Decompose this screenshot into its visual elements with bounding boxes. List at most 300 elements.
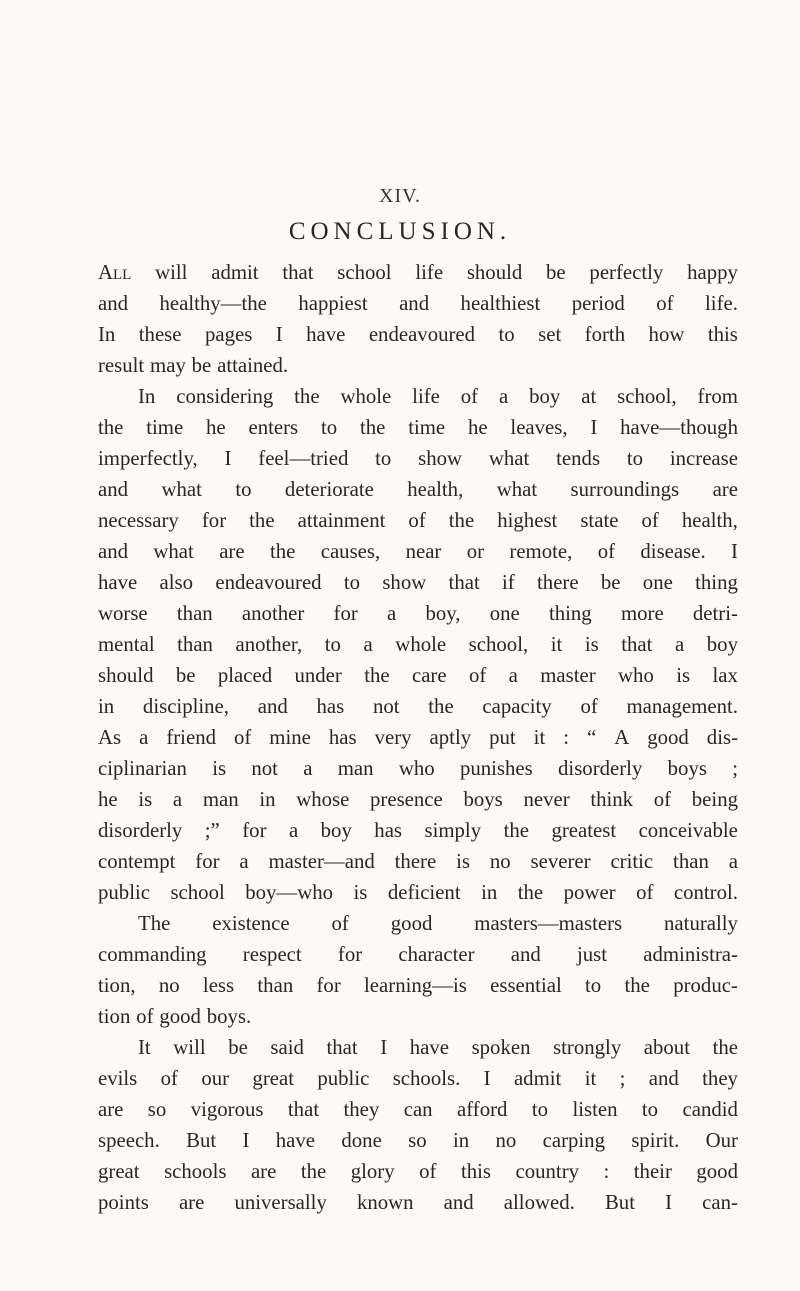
word: are <box>178 1191 205 1214</box>
word: time <box>408 416 446 439</box>
chapter-number: XIV. <box>379 185 421 207</box>
word: he <box>206 416 226 439</box>
word: also <box>159 571 194 594</box>
word: considering <box>176 385 274 408</box>
word: and <box>648 1067 679 1090</box>
word: have <box>98 571 138 594</box>
word: is <box>584 633 599 656</box>
text-line <box>98 474 738 505</box>
word: are <box>250 1160 277 1183</box>
word: show <box>418 447 463 470</box>
word: has <box>328 726 357 749</box>
text-line <box>98 908 738 939</box>
word: for <box>316 974 341 997</box>
word: than <box>177 633 213 656</box>
text-line <box>98 443 738 474</box>
word: worse <box>98 602 148 625</box>
word: of <box>460 385 479 408</box>
word: the <box>269 540 296 563</box>
word: they <box>702 1067 738 1090</box>
word: master—and <box>268 850 375 873</box>
word: thing <box>695 571 738 594</box>
word: endeavoured <box>368 323 476 346</box>
word: discipline, <box>142 695 229 718</box>
text-line <box>98 350 738 381</box>
text-line <box>98 536 738 567</box>
word: will <box>173 1036 206 1059</box>
word: whole <box>340 385 392 408</box>
word: the <box>448 509 475 532</box>
word: schools <box>164 1160 227 1183</box>
word: perfectly <box>589 261 664 284</box>
word: remote, <box>509 540 573 563</box>
word: dis- <box>706 726 738 749</box>
word: done <box>341 1129 382 1152</box>
word: I <box>483 1067 491 1090</box>
word: have <box>409 1036 449 1059</box>
word: it <box>550 633 563 656</box>
word: may <box>150 354 186 377</box>
word: than <box>673 850 709 873</box>
word: But <box>186 1129 217 1152</box>
word: less <box>202 974 235 997</box>
word: of <box>419 1160 437 1183</box>
word: under <box>294 664 342 687</box>
word: for <box>337 943 363 966</box>
word: country <box>515 1160 580 1183</box>
word: school, <box>468 633 529 656</box>
word: of <box>580 695 598 718</box>
word: respect <box>242 943 302 966</box>
text-line <box>98 753 738 784</box>
word: the <box>624 974 650 997</box>
word: capacity <box>482 695 552 718</box>
word: Our <box>705 1129 738 1152</box>
word: placed <box>217 664 273 687</box>
word: management. <box>626 695 738 718</box>
word: a <box>288 819 299 842</box>
word: attained. <box>217 354 289 377</box>
word: disorderly <box>558 757 643 780</box>
word: think <box>590 788 634 811</box>
word: he <box>467 416 488 439</box>
word: just <box>576 943 608 966</box>
word: are <box>712 478 738 501</box>
word: and <box>98 478 129 501</box>
word: and <box>98 292 129 315</box>
word: But <box>604 1191 635 1214</box>
word: simply <box>424 819 482 842</box>
word: life. <box>705 292 738 315</box>
chapter-title: CONCLUSION. <box>288 218 512 245</box>
word: administra- <box>643 943 738 966</box>
word: period <box>571 292 625 315</box>
word: afford <box>457 1098 508 1121</box>
word: than <box>257 974 294 997</box>
word: detri- <box>692 602 738 625</box>
word: health, <box>681 509 738 532</box>
word: another, <box>235 633 303 656</box>
word: about <box>643 1036 690 1059</box>
word: have—though <box>620 416 738 439</box>
word: is <box>456 850 470 873</box>
word: great <box>98 1160 140 1183</box>
word: what <box>496 478 538 501</box>
word: the <box>98 416 124 439</box>
word: boy <box>529 385 561 408</box>
word: good <box>647 726 689 749</box>
word: a <box>499 385 509 408</box>
word: schools. <box>392 1067 461 1090</box>
word: near <box>405 540 442 563</box>
word: control. <box>673 881 738 904</box>
word: I <box>275 323 283 346</box>
word: to <box>626 447 644 470</box>
word: surroundings <box>570 478 680 501</box>
word: I <box>590 416 598 439</box>
word: life <box>412 385 440 408</box>
word: produc- <box>673 974 738 997</box>
word: I <box>380 1036 388 1059</box>
word: this <box>460 1160 491 1183</box>
word: conceivable <box>638 819 738 842</box>
word: no <box>489 850 511 873</box>
word: a <box>728 850 738 873</box>
word: In <box>98 323 116 346</box>
word: speech. <box>98 1129 160 1152</box>
word: so <box>147 1098 167 1121</box>
word: their <box>633 1160 672 1183</box>
word: a <box>674 633 685 656</box>
word: how <box>648 323 685 346</box>
word: set <box>538 323 562 346</box>
text-line <box>98 1125 738 1156</box>
word: the <box>294 385 320 408</box>
word: highest <box>497 509 558 532</box>
word: no <box>495 1129 517 1152</box>
word: public <box>317 1067 370 1090</box>
word: is <box>212 757 227 780</box>
word: strongly <box>553 1036 622 1059</box>
word: to <box>498 323 515 346</box>
word: should <box>466 261 523 284</box>
word: tion <box>98 1005 131 1028</box>
word: will <box>155 261 188 284</box>
word: endeavoured <box>215 571 322 594</box>
word: one <box>489 602 520 625</box>
word: never <box>523 788 570 811</box>
word: for <box>195 850 220 873</box>
word: the <box>517 881 544 904</box>
word: result <box>98 354 145 377</box>
word: who <box>618 664 654 687</box>
word: vigorous <box>190 1098 264 1121</box>
word: of <box>233 726 252 749</box>
word: the <box>300 1160 327 1183</box>
word: of <box>653 788 672 811</box>
word: evils <box>98 1067 138 1090</box>
word: necessary <box>98 509 179 532</box>
word: for <box>201 509 227 532</box>
word: In <box>138 385 156 408</box>
word: a <box>363 633 373 656</box>
word: man <box>202 788 239 811</box>
word: of <box>160 1067 178 1090</box>
word: a <box>139 726 149 749</box>
word: show <box>382 571 427 594</box>
text-line <box>98 381 738 412</box>
word: A <box>614 726 630 749</box>
word: in <box>452 1129 470 1152</box>
word: learning—is <box>364 974 467 997</box>
text-line <box>98 257 738 288</box>
word: deteriorate <box>284 478 374 501</box>
word: commanding <box>98 943 207 966</box>
word: power <box>563 881 616 904</box>
word: tion, <box>98 974 136 997</box>
word: glory <box>350 1160 395 1183</box>
word: a <box>239 850 249 873</box>
word: : <box>603 1160 610 1183</box>
word: of <box>656 292 674 315</box>
word: All <box>98 261 132 284</box>
word: leaves, <box>510 416 568 439</box>
word: : <box>563 726 569 749</box>
word: that <box>282 261 314 284</box>
word: whose <box>296 788 350 811</box>
word: in <box>259 788 276 811</box>
word: I <box>731 540 738 563</box>
word: aptly <box>429 726 472 749</box>
word: the <box>428 695 454 718</box>
word: happy <box>687 261 738 284</box>
text-line <box>98 939 738 970</box>
word: admit <box>513 1067 562 1090</box>
word: of <box>136 1005 154 1028</box>
word: critic <box>610 850 654 873</box>
word: ; <box>732 757 738 780</box>
word: our <box>201 1067 230 1090</box>
word: has <box>316 695 345 718</box>
word: so <box>408 1129 427 1152</box>
word: whole <box>395 633 447 656</box>
word: of <box>331 912 349 935</box>
word: universally <box>234 1191 327 1214</box>
word: the <box>712 1036 738 1059</box>
word: allowed. <box>503 1191 575 1214</box>
word: disease. <box>640 540 706 563</box>
word: who <box>398 757 435 780</box>
word: these <box>138 323 182 346</box>
word: I <box>224 447 232 470</box>
word: thing <box>548 602 592 625</box>
word: of <box>597 540 616 563</box>
word: boys <box>667 757 707 780</box>
word: is <box>353 881 368 904</box>
word: or <box>466 540 485 563</box>
word: said <box>270 1036 304 1059</box>
word: punishes <box>459 757 533 780</box>
word: what <box>161 478 202 501</box>
word: the <box>364 664 390 687</box>
word: a <box>508 664 518 687</box>
word: pages <box>204 323 253 346</box>
word: from <box>697 385 738 408</box>
word: school, <box>617 385 677 408</box>
word: can <box>403 1098 433 1121</box>
word: school <box>170 881 225 904</box>
word: forth <box>584 323 626 346</box>
word: the <box>249 509 275 532</box>
word: for <box>242 819 267 842</box>
word: of <box>408 509 426 532</box>
word: what <box>488 447 530 470</box>
word: is <box>138 788 153 811</box>
word: of <box>636 881 654 904</box>
word: boy <box>320 819 352 842</box>
word: be <box>175 664 196 687</box>
word: carping <box>542 1129 605 1152</box>
word: not <box>372 695 400 718</box>
word: candid <box>682 1098 738 1121</box>
text-line <box>98 1032 738 1063</box>
word: there <box>394 850 437 873</box>
text-line <box>98 691 738 722</box>
word: more <box>620 602 664 625</box>
word: “ <box>586 726 597 749</box>
word: at <box>581 385 597 408</box>
word: mental <box>98 633 155 656</box>
word: there <box>537 571 579 594</box>
word: master <box>540 664 596 687</box>
word: life <box>415 261 444 284</box>
word: attainment <box>297 509 386 532</box>
word: to <box>641 1098 659 1121</box>
word: a <box>172 788 183 811</box>
word: and <box>510 943 541 966</box>
word: friend <box>166 726 216 749</box>
word: that <box>287 1098 320 1121</box>
word: It <box>138 1036 151 1059</box>
word: being <box>691 788 738 811</box>
word: ; <box>619 1067 626 1090</box>
word: The <box>138 912 171 935</box>
text-line <box>98 412 738 443</box>
word: listen <box>572 1098 618 1121</box>
word: As <box>98 726 122 749</box>
word: school <box>337 261 392 284</box>
word: if <box>502 571 515 594</box>
word: and <box>443 1191 474 1214</box>
word: deficient <box>387 881 461 904</box>
word: man <box>337 757 374 780</box>
word: it <box>584 1067 597 1090</box>
word: to <box>375 447 392 470</box>
word: have <box>306 323 346 346</box>
word: not <box>251 757 278 780</box>
text-line <box>98 815 738 846</box>
word: what <box>153 540 194 563</box>
text-line <box>98 877 738 908</box>
word: to <box>585 974 602 997</box>
word: to <box>531 1098 549 1121</box>
word: good <box>696 1160 738 1183</box>
word: to <box>235 478 252 501</box>
word: presence <box>370 788 443 811</box>
word: admit <box>211 261 259 284</box>
word: time <box>146 416 184 439</box>
word: and <box>257 695 288 718</box>
word: disorderly <box>98 819 183 842</box>
word: can- <box>702 1191 738 1214</box>
word: greatest <box>551 819 617 842</box>
word: healthy—the <box>159 292 267 315</box>
word: have <box>275 1129 316 1152</box>
word: should <box>98 664 154 687</box>
text-line <box>98 319 738 350</box>
word: essential <box>490 974 562 997</box>
word: lax <box>712 664 738 687</box>
text-line <box>98 1187 738 1218</box>
word: that <box>448 571 480 594</box>
word: happiest <box>298 292 368 315</box>
word: a <box>386 602 397 625</box>
word: put <box>489 726 516 749</box>
word: imperfectly, <box>98 447 198 470</box>
word: of <box>641 509 659 532</box>
word: be <box>546 261 566 284</box>
word: I <box>665 1191 673 1214</box>
word: ciplinarian <box>98 757 187 780</box>
word: ;” <box>204 819 220 842</box>
word: this <box>707 323 738 346</box>
word: than <box>176 602 213 625</box>
word: no <box>158 974 180 997</box>
text-line <box>98 629 738 660</box>
word: boy <box>706 633 738 656</box>
word: tends <box>556 447 601 470</box>
word: the <box>359 416 386 439</box>
word: health, <box>407 478 464 501</box>
word: character <box>398 943 475 966</box>
word: is <box>676 664 691 687</box>
word: that <box>621 633 653 656</box>
word: boy, <box>425 602 461 625</box>
text-line <box>98 1094 738 1125</box>
word: masters—masters <box>474 912 623 935</box>
word: mine <box>269 726 311 749</box>
word: to <box>343 571 361 594</box>
body-text <box>98 257 738 1218</box>
word: good <box>390 912 433 935</box>
word: they <box>343 1098 380 1121</box>
word: in <box>98 695 115 718</box>
word: a <box>303 757 313 780</box>
text-line <box>98 660 738 691</box>
word: good <box>159 1005 201 1028</box>
text-line <box>98 288 738 319</box>
word: are <box>98 1098 124 1121</box>
word: be <box>228 1036 248 1059</box>
word: that <box>326 1036 358 1059</box>
word: are <box>219 540 245 563</box>
word: causes, <box>320 540 381 563</box>
word: public <box>98 881 150 904</box>
word: to <box>324 633 341 656</box>
word: contempt <box>98 850 176 873</box>
text-line <box>98 505 738 536</box>
word: severer <box>530 850 591 873</box>
